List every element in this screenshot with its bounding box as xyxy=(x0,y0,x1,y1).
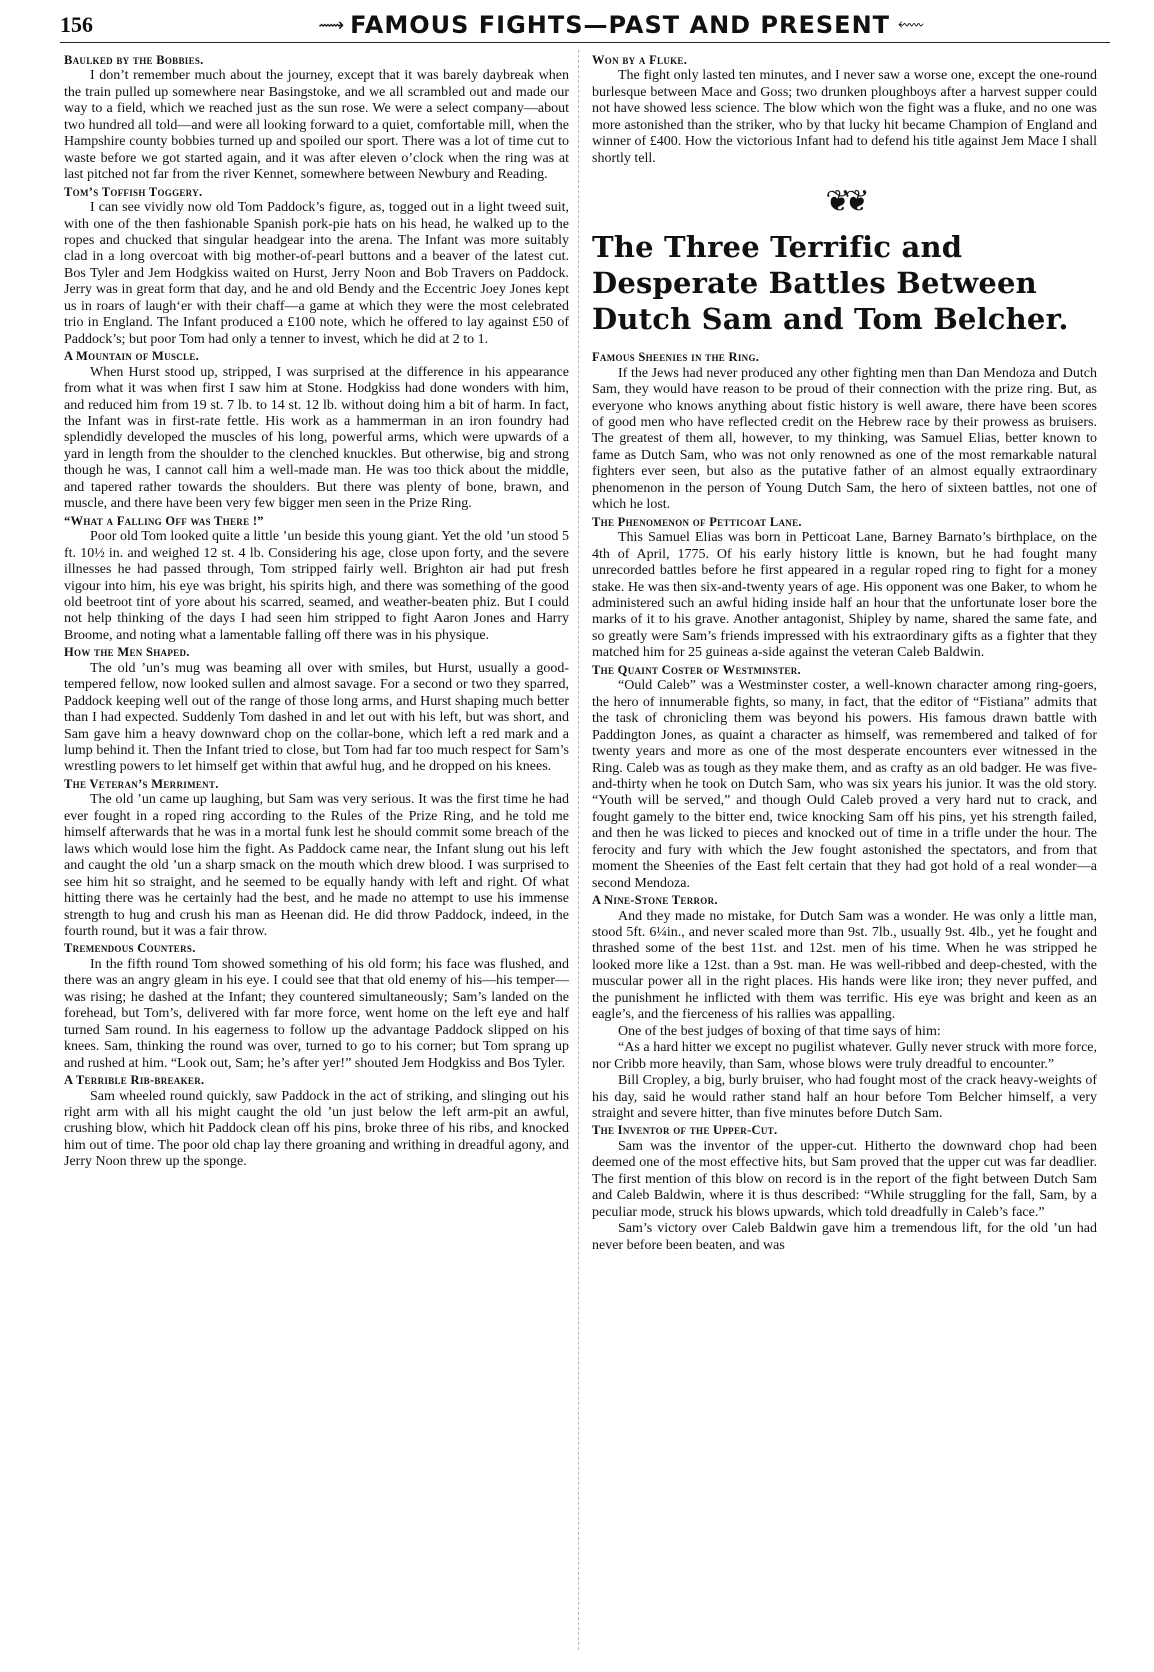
paragraph: In the fifth round Tom showed something of his old form; his face was flushed, and there was an angry gleam in his eye. I could see that that old enemy of his—his temper—was rising; he dashed at the Infant; they countered simultaneously; Sam’s landed on the forehead, but Tom’s, delivered with far more force, went home on the left eye and half turned Sam round. In his eagerness to follow up the advantage Paddock slipped on his knees. Sam, thinking the round was over, turned to go to his corner; but Tom sprang up and rushed at him. “Look out, Sam; he’s after yer!” shouted Jem Hodgkiss and Bos Tyler. xyxy=(64,956,569,1071)
section-heading: Baulked by the Bobbies. xyxy=(64,53,204,67)
paragraph: Bill Cropley, a big, burly bruiser, who had fought most of the crack heavy-weights of his day, said he would rather stand half an hour before Tom Belcher himself, a very straight and severe hitter, than five minutes before Dutch Sam. xyxy=(592,1073,1097,1122)
article-section xyxy=(64,644,569,776)
paragraph: Poor old Tom looked quite a little ’un beside this young giant. Yet the old ’un stood 5 ft. 10½ in. and weighed 12 st. 4 lb. Considering his age, close upon forty, and the severe illnesses he had passed through, Tom stripped fairly well. Brighton air had put fresh vigour into him, his eye was bright, his spirits high, and there was something of the good old beetroot tint of yore about his scarred, seamed, and weather-beaten phiz. But I could not help thinking of the days I had seen him stripped to fight Aaron Jones and Harry Broome, and noting what a lamentable falling off there was in his physique. xyxy=(64,529,569,643)
paragraph: One of the best judges of boxing of that time says of him: xyxy=(618,1023,941,1039)
paragraph: The old ’un’s mug was beaming all over with smiles, but Hurst, usually a good-tempered fellow, now looked sullen and almost savage. For a second or two they sparred, Paddock keeping well out of the range of those long arms, and Hurst shaping much better than I had expected. Suddenly Tom dashed in and let out with his left, but was short, and Sam gave him a heavy downward chop on the collar-bone, which left a red mark and a lump behind it. Then the Infant tried to close, but Tom had far too much respect for Sam’s wrestling powers to let himself get within that awful hug, and he dropped on his knees. xyxy=(64,660,569,775)
page-header xyxy=(60,8,1110,43)
paragraph: I can see vividly now old Tom Paddock’s figure, as, togged out in a light tweed suit, with one of the then fashionable Spanish pork-pie hats on his head, he walked up to the ropes and chucked that singular headgear into the arena. The Infant was more suitably clad in a long overcoat with big mother-of-pearl buttons and a beaver of the latest cut. Bos Tyler and Jem Hodgkiss waited on Hurst, Jerry Noon and Bob Travers on Paddock. Jerry was in great form that day, and he and old Bendy and the Eccentric Joey Jones kept us in roars of laugh‘er with their chaff—a game at which they were the most celebrated trio in England. The Infant produced a £100 note, which he offered to lay against £50 of Paddock’s; but poor Tom had only a tenner to invest, which he did at 2 to 1. xyxy=(64,200,569,347)
article-section xyxy=(64,1072,569,1171)
section-heading: The Quaint Coster of Westminster. xyxy=(592,662,801,677)
column-divider xyxy=(578,50,579,1650)
article-section xyxy=(64,348,569,513)
right-column-top xyxy=(592,52,1097,167)
left-column xyxy=(64,52,569,1171)
paragraph: When Hurst stood up, stripped, I was surprised at the difference in his appearance from what it was when first I saw him at Stone. Hodgkiss had done wonders with him, and reduced him from 19 st. 7 lb. to 14 st. 12 lb. without doing him a bit of harm. In fact, the Infant was in first-rate fettle. His work as a hammerman in an iron foundry had splendidly developed the muscles of his long, powerful arms, which were upwards of a yard in length from the shoulder to the clenched knuckles. But otherwise, big and strong though he was, I cannot call him a well-made man. He was too thick about the middle, and tapered rather towards the shoulders. But there was plenty of bone, brawn, and muscle, and there have been very few bigger men seen in the Prize Ring. xyxy=(64,364,569,512)
section-heading: A Nine-Stone Terror. xyxy=(592,893,718,908)
article-section xyxy=(64,184,569,349)
article-section xyxy=(592,892,1097,1122)
paragraph: If the Jews had never produced any other fighting men than Dan Mendoza and Dutch Sam, they would have reason to be proud of their connection with the prize ring. But, as everyone who knows anything about fistic history is well aware, there have been scores of good men who have reflected credit on the Hebrew race by their prowess as bruisers. The greatest of them all, however, to my thinking, was Samuel Elias, better known to fame as Dutch Sam, who was not only renowned as one of the most remarkable natural fighters ever seen, but also as the putative father of an almost equally extraordinary phenomenon in the person of Young Dutch Sam, the hero of sixteen battles, not one of which he lost. xyxy=(592,365,1097,513)
left-flourish-icon: ⟿ xyxy=(318,15,343,36)
section-heading: The Inventor of the Upper-Cut. xyxy=(592,1123,778,1138)
article-section xyxy=(592,662,1097,892)
right-column xyxy=(592,52,1097,1254)
article-section xyxy=(592,349,1097,514)
article-section xyxy=(64,513,569,645)
right-flourish-icon: ⬳ xyxy=(898,15,922,36)
paragraph: The old ’un came up laughing, but Sam was very serious. It was the first time he had ever fought in a roped ring according to the Rules of the Prize Ring, and he told me himself afterwards that he was in a mortal funk lest he should commit some breach of the laws which would lose him the fight. As Paddock came near, the Infant slung out his left and caught the old ’un a sharp smack on the mouth which drew blood. I was surprised to see him hit so straight, and he seemed to be equally handy with left and right. Of what hitting there was he certainly had the best, and he made no attempt to use his immense strength to hug and crush his man as Heenan did. He did throw Paddock, indeed, in the fourth round, but it was a fair throw. xyxy=(64,792,569,940)
section-heading: Won by a Fluke. xyxy=(592,53,688,67)
section-heading: Tom’s Toffish Toggery. xyxy=(64,184,203,199)
paragraph: Sam’s victory over Caleb Baldwin gave him a tremendous lift, for the old ’un had never before been beaten, and was xyxy=(592,1221,1097,1253)
paragraph: “Ould Caleb” was a Westminster coster, a well-known character among ring-goers, the hero of innumerable fights, so many, in fact, that the editor of “Fistiana” admits that the task of chronicling them was beyond his powers. His famous drawn battle with Paddington Jones, as quaint a character as himself, was remembered and talked of for twenty years and more as one of the most desperate encounters ever witnessed in the Ring. Caleb was as tough as they make them, and as crafty as an old badger. He was five-and-thirty when he took on Dutch Sam, who was six years his junior. It was the old story. “Youth will be served,” and though Ould Caleb proved a very hard nut to crack, and fought gamely to the bitter end, twice knocking Sam off his pins, yet his strength failed, and then he was licked to pieces and knocked out of time in a trifle under the hour. The ferocity and fury with which the Jew fought astonished the spectators, and from that moment the Sheenies of the East felt certain that they had got hold of a real wonder—a second Mendoza. xyxy=(592,678,1097,891)
paragraph: And they made no mistake, for Dutch Sam was a wonder. He was only a little man, stood 5ft. 6¼in., and never scaled more than 9st. 7lb., usually 9st. 4lb., yet he fought and thrashed some of the best 11st. and 12st. men of his time. When he was stripped he looked more like a 12st. than a 9st. man. He was well-ribbed and deep-chested, with the muscular power all in the right places. His hands were like iron; they never puffed, and the punishment he inflicted with them was terrific. His eye was bright and keen as an eagle’s, and the fierceness of his rallies was appalling. xyxy=(592,908,1097,1023)
running-title-text: FAMOUS FIGHTS—PAST AND PRESENT xyxy=(350,11,891,39)
article-section xyxy=(592,1122,1097,1254)
paragraph: I don’t remember much about the journey, except that it was barely daybreak when the train pulled up somewhere near Basingstoke, and we all scrambled out and made our way to a field, which we reached just as the sun rose. We were a select company—about two hundred all told—and were all looking forward to a quiet, comfortable mill, when the Hampshire county bobbies turned up and spoiled our sport. There was a lot of time cut to waste before we got started again, and it was after eleven o’clock when the ring was at last pitched not far from the river Kennet, somewhere between Newbury and Reading. xyxy=(64,68,569,183)
running-title xyxy=(240,8,1000,43)
section-heading: The Veteran’s Merriment. xyxy=(64,776,219,791)
fleuron-icon: ❦❦ xyxy=(825,185,864,219)
chapter-title: The Three Terrific and Desperate Battles Between Dutch Sam and Tom Belcher. xyxy=(592,230,1069,337)
paragraph: “As a hard hitter we except no pugilist whatever. Gully never struck with more force, nor Cribb more heavily, than Sam, whose blows were truly dreadful to encounter.” xyxy=(592,1040,1097,1072)
paragraph: Sam was the inventor of the upper-cut. Hitherto the downward chop had been deemed one of the most effective hits, but Sam proved that the upper cut was far deadlier. The first mention of this blow on record is in the report of the fight between Dutch Sam and Caleb Baldwin, where it is thus described: “While struggling for the fall, Sam, by a peculiar mode, struck his blows upwards, which told dreadfully in Caleb’s face.” xyxy=(592,1138,1097,1220)
article-section xyxy=(64,52,569,184)
article-section xyxy=(592,514,1097,662)
section-heading: A Terrible Rib-breaker. xyxy=(64,1073,205,1088)
article-section xyxy=(64,940,569,1072)
section-heading: The Phenomenon of Petticoat Lane. xyxy=(592,514,802,529)
section-heading: How the Men Shaped. xyxy=(64,645,190,660)
article-section xyxy=(64,776,569,941)
page-number: 156 xyxy=(60,12,93,37)
paragraph: This Samuel Elias was born in Petticoat Lane, Barney Barnato’s birthplace, on the 4th of April, 1775. Of his early history little is known, but he had fought many unrecorded battles before he first appeared in a regular roped ring to fight for a money stake. He was then six-and-twenty years of age. His opponent was one Baker, to whom he administered such an awful hiding inside half an hour that the unfortunate loser bore the marks of it to his grave. Another antagonist, Shipley by name, shared the same fate, and so greatly were Sam’s friends impressed with his extraordinary gifts as a fighter that they matched him for 25 guineas a-side against the veteran Caleb Baldwin. xyxy=(592,530,1097,661)
right-column-bottom xyxy=(592,349,1097,1254)
section-heading: Tremendous Counters. xyxy=(64,941,196,956)
article-section xyxy=(592,52,1097,167)
section-heading: A Mountain of Muscle. xyxy=(64,349,200,364)
paragraph: Sam wheeled round quickly, saw Paddock in the act of striking, and slinging out his right arm with all his might caught the old ’un just below the left arm-pit an awful, crushing blow, which hit Paddock clean off his pins, broke three of his ribs, and knocked him out of time. The poor old chap lay there groaning and writhing in dreadful agony, and Jerry Noon threw up the sponge. xyxy=(64,1088,569,1170)
section-heading: “What a Falling Off was There !” xyxy=(64,513,264,528)
section-heading: Famous Sheenies in the Ring. xyxy=(592,350,760,365)
paragraph: The fight only lasted ten minutes, and I never saw a worse one, except the one-round burlesque between Mace and Goss; two drunken ploughboys after a harvest supper could not have showed less science. The blow which won the fight was a fluke, and no one was more astonished than the striker, who by that lucky hit became Champion of England and winner of £400. How the victorious Infant had to defend his title against Jem Mace I shall shortly tell. xyxy=(592,68,1097,166)
